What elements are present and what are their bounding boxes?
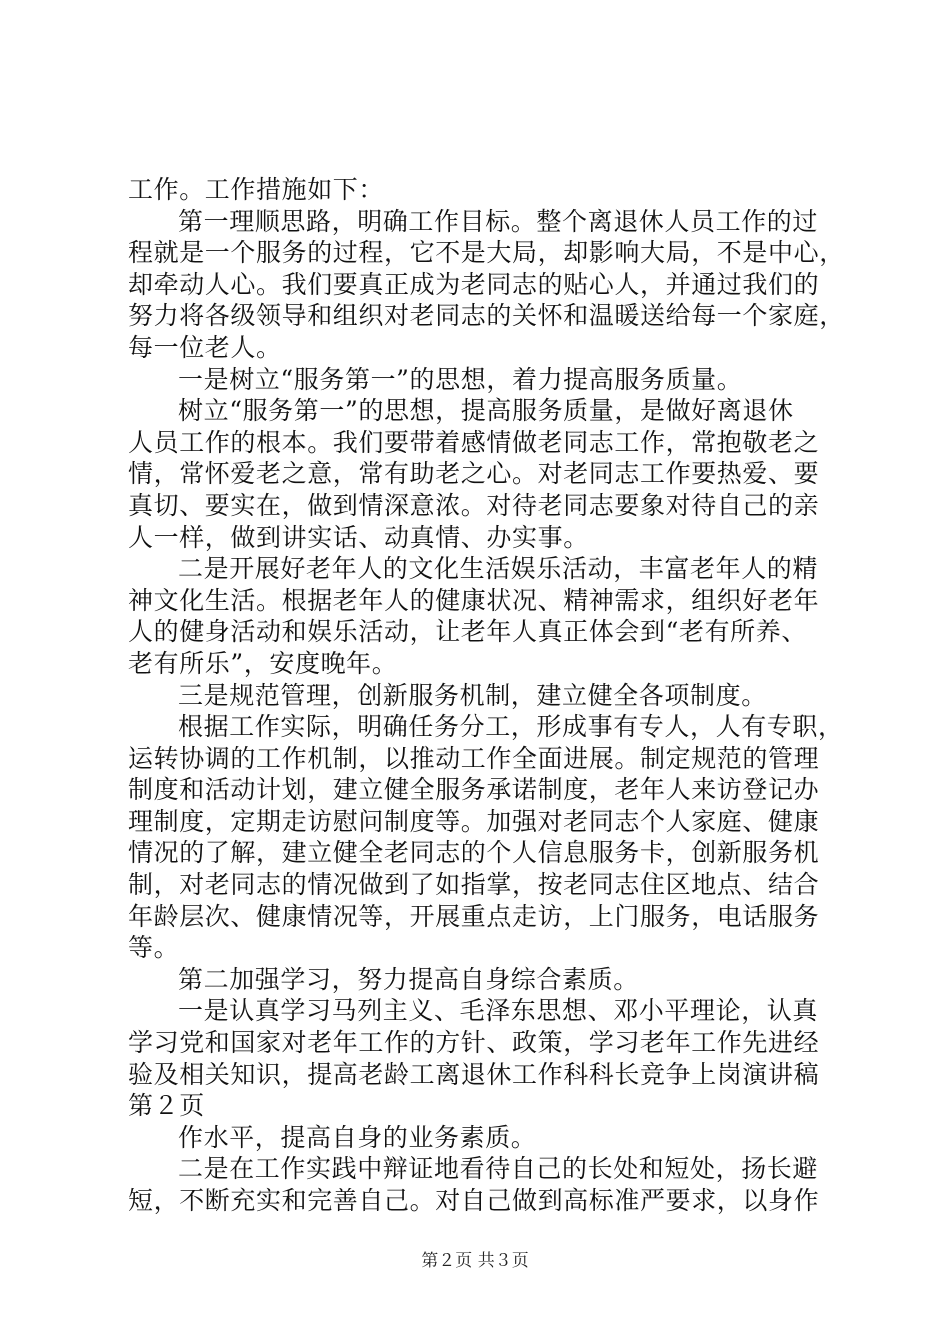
text-line: 学习党和国家对老年工作的方针、政策，学习老年工作先进经 (128, 1028, 820, 1058)
text-line: 二是开展好老年人的文化生活娱乐活动，丰富老年人的精 (178, 554, 819, 584)
page-marker: 第２页 (128, 1091, 205, 1121)
text-line: 年龄层次、健康情况等，开展重点走访，上门服务，电话服务 (128, 901, 820, 931)
text-line: 每一位老人。 (128, 332, 282, 362)
section-heading: 三是规范管理，创新服务机制，建立健全各项制度。 (178, 680, 767, 710)
text-line: 等。 (128, 933, 180, 963)
text-line: 努力将各级领导和组织对老同志的关怀和温暖送给每一个家庭， (128, 301, 845, 331)
text-line: 短，不断充实和完善自己。对自己做到高标准严要求，以身作 (128, 1186, 820, 1215)
text-line: 情况的了解，建立健全老同志的个人信息服务卡，创新服务机 (128, 838, 820, 868)
page-footer: 第２页 共３页 (421, 1251, 529, 1271)
text-line: 真切、要实在，做到情深意浓。对待老同志要象对待自己的亲 (128, 490, 820, 520)
text-line: 老有所乐”，安度晚年。 (128, 648, 398, 678)
text-line: 制，对老同志的情况做到了如指掌，按老同志住区地点、结合 (128, 870, 820, 900)
text-line: 人员工作的根本。我们要带着感情做老同志工作，常抱敬老之 (128, 427, 820, 457)
text-line: 程就是一个服务的过程，它不是大局，却影响大局，不是中心， (128, 238, 845, 268)
text-line: 人一样，做到讲实话、动真情、办实事。 (128, 522, 589, 552)
text-line: 工作。工作措施如下： (128, 175, 385, 204)
text-line: 却牵动人心。我们要真正成为老同志的贴心人，并通过我们的 (128, 269, 820, 299)
text-line: 人的健身活动和娱乐活动，让老年人真正体会到“老有所养、 (128, 617, 807, 647)
text-line: 一是认真学习马列主义、毛泽东思想、邓小平理论，认真 (178, 996, 819, 1026)
text-line: 运转协调的工作机制，以推动工作全面进展。制定规范的管理 (128, 743, 820, 773)
text-line: 验及相关知识，提高老龄工离退休工作科科长竞争上岗演讲稿 (128, 1059, 820, 1089)
section-heading: 一是树立“服务第一”的思想，着力提高服务质量。 (178, 364, 743, 394)
text-line: 作水平，提高自身的业务素质。 (178, 1122, 537, 1152)
text-line: 二是在工作实践中辩证地看待自己的长处和短处，扬长避 (178, 1154, 819, 1184)
document-body (128, 174, 845, 1217)
text-line: 神文化生活。根据老年人的健康状况、精神需求，组织好老年 (128, 585, 820, 615)
text-line: 制度和活动计划，建立健全服务承诺制度，老年人来访登记办 (128, 775, 820, 805)
text-line: 树立“服务第一”的思想，提高服务质量，是做好离退休 (178, 396, 794, 426)
text-line: 根据工作实际，明确任务分工，形成事有专人，人有专职， (178, 712, 844, 742)
text-line: 第一理顺思路，明确工作目标。整个离退休人员工作的过 (178, 206, 819, 236)
section-heading: 第二加强学习，努力提高自身综合素质。 (178, 964, 639, 994)
text-line: 理制度，定期走访慰问制度等。加强对老同志个人家庭、健康 (128, 806, 820, 836)
text-line: 情，常怀爱老之意，常有助老之心。对老同志工作要热爱、要 (128, 459, 820, 489)
